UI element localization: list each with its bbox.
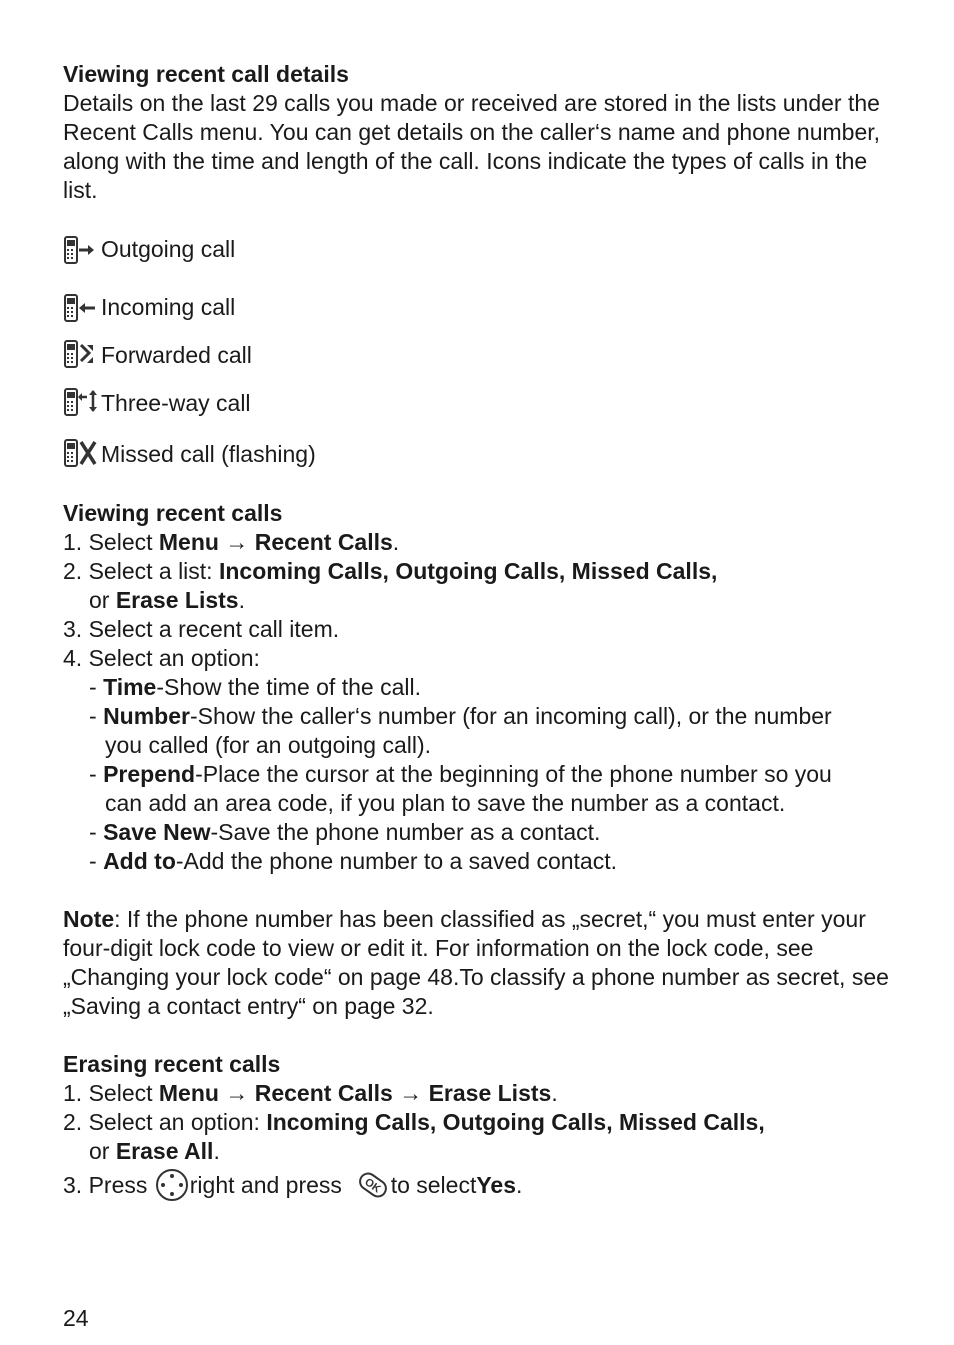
step-2: 2. Select a list: Incoming Calls, Outgoing Calls, Missed Calls, <box>63 558 718 584</box>
arrow-icon: → <box>225 529 249 555</box>
option-prepend-cont: can add an area code, if you plan to save the number as a contact. <box>105 790 786 816</box>
step-4: 4. Select an option: <box>63 645 260 671</box>
erase-step-2-cont: or Erase All. <box>89 1138 220 1164</box>
forwarded-call-icon <box>63 339 101 373</box>
page-number: 24 <box>63 1305 89 1331</box>
legend-label: Incoming call <box>101 294 236 320</box>
erase-step-2: 2. Select an option: Incoming Calls, Outgoing Calls, Missed Calls, <box>63 1109 765 1135</box>
section-title-recent-call-details: Viewing recent call details <box>63 61 349 87</box>
erase-step-3: 3. Press right and press OK to select Yes . <box>63 1167 903 1203</box>
legend-label: Three-way call <box>101 390 251 416</box>
section-erasing-calls <box>63 1050 903 1203</box>
note-paragraph <box>63 905 903 1021</box>
erase-step-1: 1. Select Menu → Recent Calls → Erase Lists. <box>63 1080 558 1106</box>
section-title-erasing-calls: Erasing recent calls <box>63 1051 281 1077</box>
step-1: 1. Select Menu → Recent Calls. <box>63 529 400 555</box>
step-2-cont: or Erase Lists. <box>89 587 245 613</box>
arrow-icon: → <box>399 1080 423 1106</box>
option-add-to: - Add to-Add the phone number to a saved contact. <box>89 848 617 874</box>
missed-call-icon <box>63 438 101 472</box>
option-number-cont: you called (for an outgoing call). <box>105 732 432 758</box>
legend-row-forwarded <box>63 341 903 370</box>
section-recent-calls <box>63 499 903 876</box>
legend-label: Forwarded call <box>101 342 252 368</box>
option-prepend: - Prepend-Place the cursor at the beginning of the phone number so you <box>89 761 832 787</box>
legend-row-outgoing <box>63 235 903 264</box>
option-save-new: - Save New-Save the phone number as a contact. <box>89 819 601 845</box>
note-text: : If the phone number has been classified as „secret,“ you must enter your four-digit lock code to view or edit it. For information on the lock code, see „Changing your lock code“ on page 48.To classify a phone number as secret, see „Saving a contact entry“ on page 32. <box>63 906 889 1019</box>
section-title-recent-calls: Viewing recent calls <box>63 500 283 526</box>
section-body-recent-call-details: Details on the last 29 calls you made or received are stored in the lists under the Recent Calls menu. You can get details on the caller‘s name and phone number, along with the time and length of the call. Icons indicate the types of calls in the list. <box>63 90 881 203</box>
note-label: Note <box>63 906 115 932</box>
legend-label: Missed call (flashing) <box>101 441 316 467</box>
option-time: - Time-Show the time of the call. <box>89 674 421 700</box>
legend-row-incoming <box>63 293 903 322</box>
navigation-key-icon <box>154 1167 190 1203</box>
ok-key-icon <box>355 1167 391 1203</box>
legend-row-missed <box>63 440 903 469</box>
svg-text:OK: OK <box>361 1176 383 1196</box>
incoming-call-icon <box>63 291 101 325</box>
outgoing-call-icon <box>63 233 101 267</box>
manual-page <box>63 60 903 1203</box>
step-3: 3. Select a recent call item. <box>63 616 340 642</box>
legend-row-three-way <box>63 389 903 418</box>
option-number: - Number-Show the caller‘s number (for an incoming call), or the number <box>89 703 832 729</box>
call-icon-legend <box>63 235 903 469</box>
three-way-call-icon <box>63 387 101 421</box>
legend-label: Outgoing call <box>101 236 236 262</box>
arrow-icon: → <box>225 1080 249 1106</box>
